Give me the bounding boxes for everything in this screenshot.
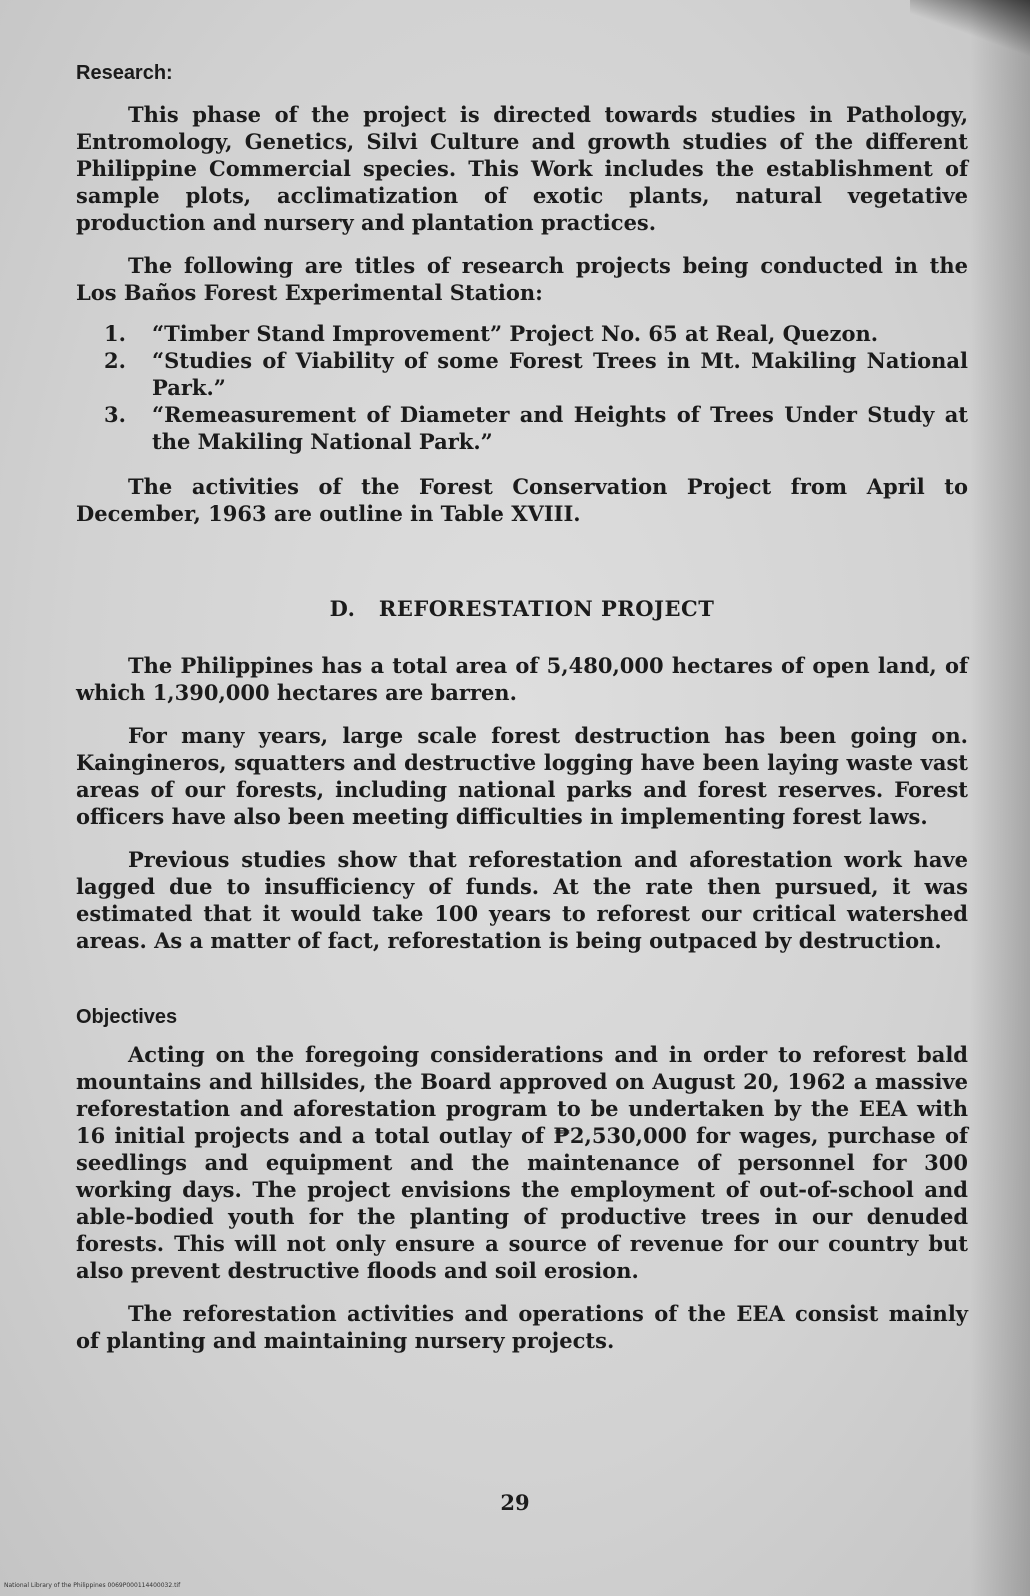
- list-item-text: “Studies of Viability of some Forest Trees in Mt. Makiling National Park.”: [152, 348, 968, 400]
- page-edge-shadow: [970, 0, 1030, 1596]
- page-body: [76, 60, 968, 1354]
- reforestation-paragraph-3: Previous studies show that reforestation and aforestation work have lagged due to insufficiency of funds. At the rate then pursued, it was estimated that it would take 100 years to reforest our critical watershed areas. As a matter of fact, reforestation is being outpaced by destruction.: [76, 847, 968, 953]
- list-item-number: 1.: [104, 321, 126, 346]
- list-item-number: 3.: [104, 402, 126, 427]
- scan-credit: National Library of the Philippines 0069P000114400032.tif: [4, 1582, 181, 1589]
- list-item: [76, 401, 968, 455]
- research-heading: Research:: [76, 62, 173, 84]
- reforestation-paragraph-1: The Philippines has a total area of 5,480,000 hectares of open land, of which 1,390,000 hectares are barren.: [76, 653, 968, 705]
- reforestation-paragraph-2: For many years, large scale forest destruction has been going on. Kaingineros, squatters and destructive logging have been laying waste vast areas of our forests, including national parks and forest reserves. Forest officers have also been meeting difficulties in implementing forest laws.: [76, 723, 968, 829]
- list-item: [76, 347, 968, 401]
- list-item: [76, 320, 968, 347]
- research-projects-list: [76, 320, 968, 455]
- objectives-heading: Objectives: [76, 1006, 178, 1028]
- list-item-number: 2.: [104, 348, 126, 373]
- page-corner-shadow: [910, 0, 1030, 60]
- research-paragraph-1: This phase of the project is directed towards studies in Pathology, Entromology, Genetics, Silvi Culture and growth studies of the different Philippine Commercial species. This Work includes the establishment of sample plots, acclimatization of exotic plants, natural vegetative production and nursery and plantation practices.: [76, 102, 968, 235]
- list-item-text: “Timber Stand Improvement” Project No. 65 at Real, Quezon.: [152, 321, 879, 346]
- list-item-text: “Remeasurement of Diameter and Heights of Trees Under Study at the Makiling National Park.”: [152, 402, 968, 454]
- page-number: 29: [500, 1490, 530, 1515]
- reforestation-heading: D. REFORESTATION PROJECT: [329, 596, 715, 621]
- objectives-paragraph-1: Acting on the foregoing considerations and in order to reforest bald mountains and hillsides, the Board approved on August 20, 1962 a massive reforestation and aforestation program to be undertaken by the EEA with 16 initial projects and a total outlay of ₱2,530,000 for wages, purchase of seedlings and equipment and the maintenance of personnel for 300 working days. The project envisions the employment of out-of-school and able-bodied youth for the planting of productive trees in our denuded forests. This will not only ensure a source of revenue for our country but also prevent destructive floods and soil erosion.: [76, 1042, 968, 1283]
- research-paragraph-3: The activities of the Forest Conservation Project from April to December, 1963 are outline in Table XVIII.: [76, 474, 968, 526]
- research-paragraph-2: The following are titles of research projects being conducted in the Los Baños Forest Experimental Station:: [76, 253, 968, 305]
- objectives-paragraph-2: The reforestation activities and operations of the EEA consist mainly of planting and maintaining nursery projects.: [76, 1301, 968, 1353]
